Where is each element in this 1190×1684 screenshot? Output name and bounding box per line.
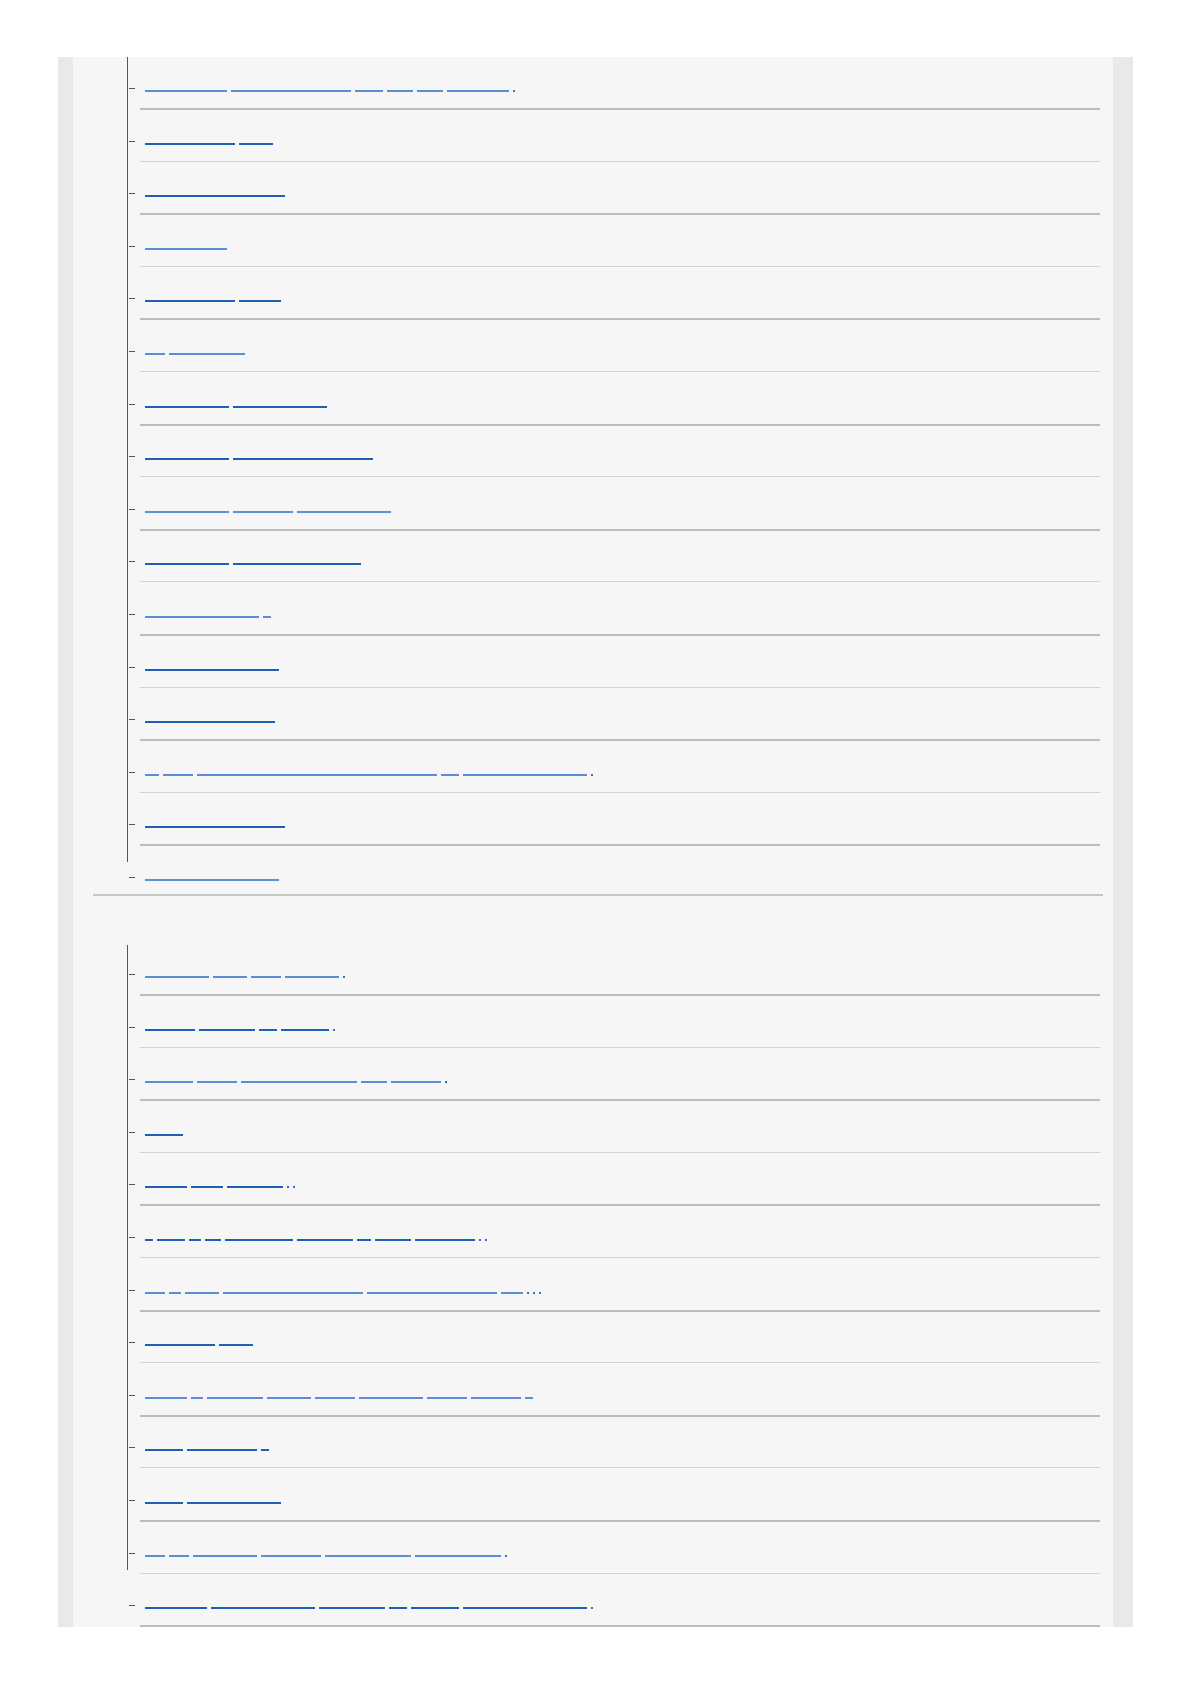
row-separator bbox=[140, 1467, 1100, 1468]
nav-link[interactable] bbox=[145, 1284, 541, 1294]
link-text-dot bbox=[539, 1292, 541, 1294]
nav-link[interactable] bbox=[145, 1021, 335, 1031]
link-text-segment bbox=[145, 616, 259, 618]
tree-branch-tick bbox=[129, 1395, 135, 1396]
link-text-segment bbox=[191, 1397, 203, 1399]
link-text-segment bbox=[441, 774, 459, 776]
nav-link[interactable] bbox=[145, 1547, 507, 1557]
link-text-segment bbox=[189, 1239, 201, 1241]
tree-branch-tick bbox=[129, 246, 135, 247]
row-separator bbox=[140, 634, 1100, 636]
link-text-segment bbox=[525, 1397, 533, 1399]
link-text-segment bbox=[297, 511, 391, 513]
nav-link[interactable] bbox=[145, 1231, 487, 1241]
nav-link[interactable] bbox=[145, 1126, 183, 1136]
link-text-segment bbox=[205, 1239, 221, 1241]
link-text-segment bbox=[145, 90, 227, 92]
link-text-segment bbox=[193, 1555, 257, 1557]
tree-branch-tick bbox=[129, 141, 135, 142]
row-separator bbox=[140, 1257, 1100, 1258]
link-text-dot bbox=[445, 1081, 447, 1083]
link-text-dot bbox=[591, 1607, 593, 1609]
link-text-segment bbox=[207, 1397, 263, 1399]
row-separator bbox=[140, 371, 1100, 372]
page-frame bbox=[58, 57, 1133, 1627]
link-text-segment bbox=[211, 1607, 315, 1609]
tree-branch-tick bbox=[129, 667, 135, 668]
link-text-segment bbox=[227, 1186, 283, 1188]
link-text-segment bbox=[145, 826, 285, 828]
link-text-segment bbox=[261, 1449, 269, 1451]
link-text-segment bbox=[145, 1081, 193, 1083]
tree-branch-tick bbox=[129, 877, 135, 878]
link-text-segment bbox=[233, 458, 373, 460]
nav-link[interactable] bbox=[145, 292, 281, 302]
link-text-segment bbox=[145, 1502, 183, 1504]
link-text-segment bbox=[145, 300, 235, 302]
link-text-segment bbox=[447, 90, 509, 92]
link-text-dot bbox=[505, 1555, 507, 1557]
link-text-segment bbox=[233, 511, 293, 513]
link-text-segment bbox=[285, 976, 339, 978]
link-text-segment bbox=[145, 721, 275, 723]
link-text-dot bbox=[479, 1239, 481, 1241]
row-separator bbox=[140, 844, 1100, 846]
row-separator bbox=[140, 424, 1100, 426]
section-divider bbox=[93, 894, 1103, 896]
row-separator bbox=[140, 1415, 1100, 1417]
link-text-segment bbox=[157, 1239, 185, 1241]
link-text-segment bbox=[281, 1029, 329, 1031]
tree-branch-tick bbox=[129, 456, 135, 457]
link-text-dot bbox=[293, 1186, 295, 1188]
link-text-segment bbox=[355, 90, 383, 92]
link-text-segment bbox=[233, 563, 361, 565]
link-text-segment bbox=[427, 1397, 467, 1399]
link-text-segment bbox=[145, 511, 229, 513]
link-text-dot bbox=[333, 1029, 335, 1031]
row-separator bbox=[140, 529, 1100, 531]
link-text-segment bbox=[223, 1292, 363, 1294]
link-text-segment bbox=[145, 353, 165, 355]
row-separator bbox=[140, 318, 1100, 320]
tree-branch-tick bbox=[129, 1553, 135, 1554]
nav-link[interactable] bbox=[145, 1599, 593, 1609]
nav-link[interactable] bbox=[145, 713, 275, 723]
link-text-segment bbox=[417, 90, 443, 92]
nav-link[interactable] bbox=[145, 1494, 281, 1504]
nav-link[interactable] bbox=[145, 135, 273, 145]
link-text-segment bbox=[219, 1344, 253, 1346]
link-text-segment bbox=[197, 1081, 237, 1083]
tree-branch-tick bbox=[129, 1605, 135, 1606]
tree-branch-tick bbox=[129, 1447, 135, 1448]
row-separator bbox=[140, 1047, 1100, 1048]
nav-link[interactable] bbox=[145, 345, 245, 355]
link-text-segment bbox=[241, 1081, 357, 1083]
row-separator bbox=[140, 687, 1100, 688]
link-text-segment bbox=[357, 1239, 371, 1241]
list-item bbox=[145, 871, 1105, 923]
link-text-segment bbox=[169, 353, 245, 355]
link-text-segment bbox=[251, 976, 281, 978]
link-text-segment bbox=[233, 406, 327, 408]
link-text-segment bbox=[375, 1239, 411, 1241]
link-text-segment bbox=[145, 248, 227, 250]
link-text-segment bbox=[213, 976, 247, 978]
nav-link[interactable] bbox=[145, 398, 327, 408]
link-text-dot bbox=[527, 1292, 529, 1294]
link-text-segment bbox=[145, 195, 285, 197]
tree-connector-line bbox=[127, 945, 128, 1570]
link-text-segment bbox=[415, 1239, 475, 1241]
nav-link[interactable] bbox=[145, 661, 279, 671]
link-text-segment bbox=[145, 1449, 183, 1451]
link-text-segment bbox=[145, 563, 229, 565]
nav-link[interactable] bbox=[145, 766, 593, 776]
link-text-segment bbox=[199, 1029, 255, 1031]
link-text-segment bbox=[145, 774, 159, 776]
tree-branch-tick bbox=[129, 1237, 135, 1238]
link-text-segment bbox=[145, 143, 235, 145]
row-separator bbox=[140, 1625, 1100, 1627]
link-text-segment bbox=[169, 1292, 181, 1294]
row-separator bbox=[140, 213, 1100, 215]
nav-link[interactable] bbox=[145, 871, 279, 881]
link-text-segment bbox=[163, 774, 193, 776]
link-text-segment bbox=[197, 774, 437, 776]
row-separator bbox=[140, 581, 1100, 582]
row-separator bbox=[140, 1099, 1100, 1101]
link-text-dot bbox=[287, 1186, 289, 1188]
link-text-segment bbox=[187, 1502, 281, 1504]
link-text-segment bbox=[145, 1607, 207, 1609]
tree-branch-tick bbox=[129, 772, 135, 773]
link-text-segment bbox=[325, 1555, 411, 1557]
row-separator bbox=[140, 739, 1100, 741]
link-text-dot bbox=[533, 1292, 535, 1294]
link-text-segment bbox=[267, 1397, 311, 1399]
link-text-segment bbox=[261, 1555, 321, 1557]
tree-branch-tick bbox=[129, 719, 135, 720]
link-text-segment bbox=[359, 1397, 423, 1399]
tree-branch-tick bbox=[129, 1500, 135, 1501]
link-text-segment bbox=[145, 1292, 165, 1294]
nav-link[interactable] bbox=[145, 608, 271, 618]
link-text-segment bbox=[501, 1292, 523, 1294]
link-text-segment bbox=[415, 1555, 501, 1557]
nav-link[interactable] bbox=[145, 1073, 447, 1083]
link-text-dot bbox=[343, 976, 345, 978]
link-text-segment bbox=[239, 300, 281, 302]
link-text-segment bbox=[231, 90, 351, 92]
tree-branch-tick bbox=[129, 1079, 135, 1080]
row-separator bbox=[140, 1310, 1100, 1312]
tree-branch-tick bbox=[129, 404, 135, 405]
tree-branch-tick bbox=[129, 88, 135, 89]
row-separator bbox=[140, 266, 1100, 267]
tree-branch-tick bbox=[129, 561, 135, 562]
tree-branch-tick bbox=[129, 298, 135, 299]
link-text-segment bbox=[463, 1607, 587, 1609]
link-text-segment bbox=[297, 1239, 353, 1241]
nav-link[interactable] bbox=[145, 187, 285, 197]
content-panel bbox=[73, 57, 1113, 1627]
link-text-dot bbox=[591, 774, 593, 776]
link-text-segment bbox=[145, 1555, 165, 1557]
tree-branch-tick bbox=[129, 193, 135, 194]
row-separator bbox=[140, 1362, 1100, 1363]
tree-branch-tick bbox=[129, 1290, 135, 1291]
link-text-segment bbox=[225, 1239, 293, 1241]
link-text-segment bbox=[389, 1607, 407, 1609]
tree-branch-tick bbox=[129, 1184, 135, 1185]
tree-branch-tick bbox=[129, 824, 135, 825]
link-text-segment bbox=[145, 669, 279, 671]
link-text-segment bbox=[145, 879, 279, 881]
link-text-dot bbox=[485, 1239, 487, 1241]
link-text-segment bbox=[259, 1029, 277, 1031]
link-text-segment bbox=[361, 1081, 387, 1083]
row-separator bbox=[140, 108, 1100, 110]
nav-link[interactable] bbox=[145, 1336, 253, 1346]
link-text-segment bbox=[169, 1555, 189, 1557]
link-text-segment bbox=[319, 1607, 385, 1609]
nav-link[interactable] bbox=[145, 503, 391, 513]
nav-link[interactable] bbox=[145, 1389, 533, 1399]
link-text-segment bbox=[315, 1397, 355, 1399]
row-separator bbox=[140, 792, 1100, 793]
nav-link[interactable] bbox=[145, 1441, 269, 1451]
tree-connector-line bbox=[127, 57, 128, 862]
link-text-segment bbox=[145, 406, 229, 408]
link-text-segment bbox=[411, 1607, 459, 1609]
nav-link[interactable] bbox=[145, 818, 285, 828]
row-separator bbox=[140, 994, 1100, 996]
link-text-segment bbox=[187, 1449, 257, 1451]
nav-link[interactable] bbox=[145, 555, 361, 565]
link-text-segment bbox=[145, 1029, 195, 1031]
link-text-segment bbox=[145, 1397, 187, 1399]
nav-link[interactable] bbox=[145, 240, 227, 250]
tree-branch-tick bbox=[129, 614, 135, 615]
nav-link[interactable] bbox=[145, 82, 515, 92]
link-text-segment bbox=[145, 1344, 215, 1346]
row-separator bbox=[140, 1520, 1100, 1522]
tree-branch-tick bbox=[129, 351, 135, 352]
link-text-segment bbox=[367, 1292, 497, 1294]
row-separator bbox=[140, 161, 1100, 162]
nav-link[interactable] bbox=[145, 450, 373, 460]
tree-branch-tick bbox=[129, 974, 135, 975]
link-text-segment bbox=[471, 1397, 521, 1399]
tree-branch-tick bbox=[129, 1342, 135, 1343]
nav-link[interactable] bbox=[145, 968, 345, 978]
link-text-segment bbox=[185, 1292, 219, 1294]
link-text-segment bbox=[145, 976, 209, 978]
row-separator bbox=[140, 476, 1100, 477]
link-text-dot bbox=[513, 90, 515, 92]
link-text-segment bbox=[191, 1186, 223, 1188]
tree-branch-tick bbox=[129, 1132, 135, 1133]
nav-link[interactable] bbox=[145, 1178, 295, 1188]
link-text-segment bbox=[391, 1081, 441, 1083]
row-separator bbox=[140, 1204, 1100, 1206]
tree-branch-tick bbox=[129, 1027, 135, 1028]
link-text-segment bbox=[463, 774, 587, 776]
row-separator bbox=[140, 1573, 1100, 1574]
link-text-segment bbox=[145, 1186, 187, 1188]
row-separator bbox=[140, 1152, 1100, 1153]
link-text-segment bbox=[239, 143, 273, 145]
link-text-segment bbox=[145, 1134, 183, 1136]
link-text-segment bbox=[145, 458, 229, 460]
tree-branch-tick bbox=[129, 509, 135, 510]
link-text-segment bbox=[263, 616, 271, 618]
link-text-segment bbox=[387, 90, 413, 92]
link-text-segment bbox=[145, 1239, 153, 1241]
